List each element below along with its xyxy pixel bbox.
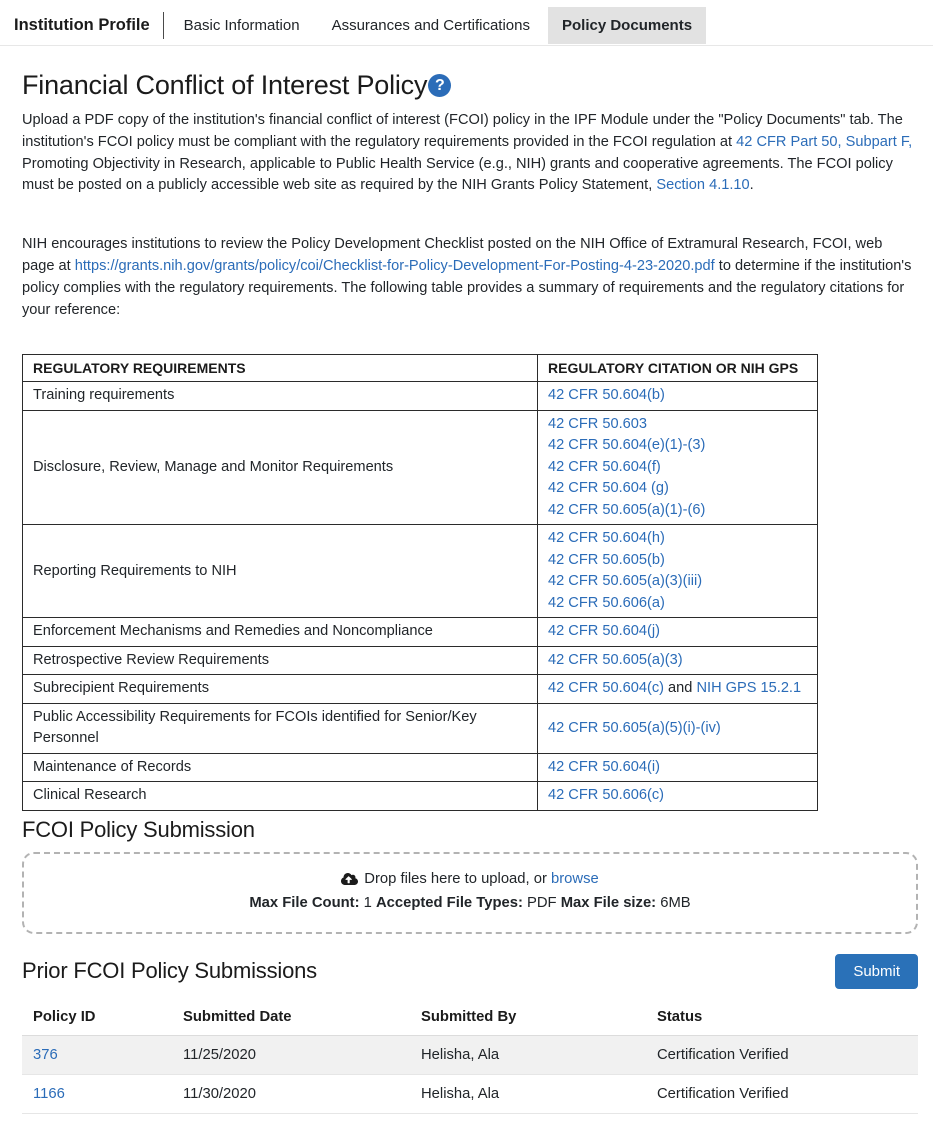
citation-link[interactable]: 42 CFR 50.606(a): [548, 594, 665, 611]
citation-link[interactable]: 42 CFR 50.604(e)(1)-(3): [548, 437, 706, 454]
requirement-cell: Subrecipient Requirements: [23, 675, 538, 704]
page-title: [22, 70, 918, 101]
text-segment: to determine if the institution's policy complies with the regulatory requirements. The following table provides a summary of requirements and the regulatory citations for your reference:: [22, 257, 912, 318]
prior-submissions-heading: Prior FCOI Policy Submissions: [22, 958, 317, 984]
tab-bar: [170, 17, 710, 34]
citation-line: [548, 621, 807, 643]
fcoi-policy-submission-heading: FCOI Policy Submission: [22, 816, 255, 842]
regulatory-row: [23, 410, 818, 525]
submitted-date-cell: 11/30/2020: [172, 1074, 410, 1113]
citation-cell: [538, 675, 818, 704]
citation-link[interactable]: 42 CFR 50.605(a)(5)(i)-(iv): [548, 719, 721, 736]
status-cell: Certification Verified: [646, 1035, 918, 1074]
citation-link[interactable]: 42 CFR 50.605(a)(3)(iii): [548, 573, 703, 590]
bold-label: Max File size:: [560, 894, 657, 911]
text-segment: Drop files here to upload, or: [364, 870, 551, 887]
nav-divider: [163, 12, 164, 39]
text-segment: NIH encourages institutions to review the Policy Development Checklist posted on the NIH Office of Extramural Research, FCOI, web page at: [22, 236, 883, 274]
text-segment: and: [664, 680, 697, 697]
requirement-cell: Disclosure, Review, Manage and Monitor Requirements: [23, 410, 538, 525]
text-segment: 1: [359, 894, 376, 911]
prior-table-header-row: [22, 999, 918, 1036]
citation-link[interactable]: 42 CFR 50.604(h): [548, 530, 665, 547]
citation-line: [548, 678, 807, 700]
citation-link[interactable]: 42 CFR 50.605(a)(1)-(6): [548, 501, 706, 518]
cloud-upload-icon: [341, 872, 358, 886]
citation-line: [548, 414, 807, 436]
citation-link[interactable]: 42 CFR 50.604(c): [548, 680, 664, 697]
text-segment: .: [749, 177, 754, 194]
prior-submissions-header: [22, 954, 918, 989]
policy-id-cell: [22, 1074, 172, 1113]
citation-line: [548, 650, 807, 672]
citation-cell: [538, 703, 818, 753]
bold-label: Accepted File Types:: [375, 894, 523, 911]
requirement-cell: Training requirements: [23, 382, 538, 411]
citation-link[interactable]: 42 CFR 50.605(b): [548, 551, 665, 568]
citation-line: [548, 457, 807, 479]
citation-line: [548, 435, 807, 457]
citation-cell: [538, 618, 818, 647]
requirement-cell: Reporting Requirements to NIH: [23, 525, 538, 618]
inline-link[interactable]: https://grants.nih.gov/grants/policy/coi/Checklist-for-Policy-Development-For-Posting-4-23-2020.pdf: [74, 257, 715, 274]
citation-link[interactable]: 42 CFR 50.604(f): [548, 458, 661, 475]
prior-submission-row: [22, 1035, 918, 1074]
intro-paragraph-2: [22, 234, 918, 321]
submitted-by-cell: Helisha, Ala: [410, 1035, 646, 1074]
citation-line: [548, 571, 807, 593]
column-header-status: Status: [646, 999, 918, 1036]
requirement-cell: Retrospective Review Requirements: [23, 646, 538, 675]
regulatory-row: [23, 703, 818, 753]
text-segment: PDF: [522, 894, 561, 911]
regulatory-row: [23, 382, 818, 411]
citation-line: [548, 718, 807, 740]
regulatory-requirements-table: [22, 354, 818, 811]
regulatory-row: [23, 782, 818, 811]
submitted-by-cell: Helisha, Ala: [410, 1074, 646, 1113]
policy-id-cell: [22, 1035, 172, 1074]
bold-label: Max File Count:: [249, 894, 360, 911]
regulatory-row: [23, 618, 818, 647]
citation-cell: [538, 410, 818, 525]
citation-line: [548, 593, 807, 615]
policy-id-link[interactable]: 376: [33, 1046, 58, 1063]
citation-line: [548, 478, 807, 500]
citation-line: [548, 528, 807, 550]
policy-id-link[interactable]: 1166: [33, 1085, 65, 1102]
citation-link[interactable]: 42 CFR 50.605(a)(3): [548, 651, 683, 668]
citation-link[interactable]: 42 CFR 50.604(i): [548, 758, 660, 775]
regulatory-row: [23, 753, 818, 782]
regulatory-table-header-row: [23, 355, 818, 382]
citation-link[interactable]: 42 CFR 50.604(j): [548, 623, 660, 640]
citation-cell: [538, 382, 818, 411]
page-title-text: Financial Conflict of Interest Policy: [22, 70, 428, 100]
prior-submission-row: [22, 1074, 918, 1113]
citation-line: [548, 785, 807, 807]
tab-assurances-and-certifications[interactable]: Assurances and Certifications: [331, 16, 530, 34]
regulatory-row: [23, 675, 818, 704]
status-cell: Certification Verified: [646, 1074, 918, 1113]
requirement-cell: Enforcement Mechanisms and Remedies and Noncompliance: [23, 618, 538, 647]
citation-link[interactable]: 42 CFR 50.604 (g): [548, 480, 669, 497]
tab-policy-documents[interactable]: Policy Documents: [548, 7, 706, 44]
file-dropzone[interactable]: [22, 852, 918, 934]
prior-submissions-table: [22, 999, 918, 1114]
column-header-submitted-date: Submitted Date: [172, 999, 410, 1036]
regulatory-row: [23, 525, 818, 618]
citation-line: [548, 385, 807, 407]
column-header-policy-id: Policy ID: [22, 999, 172, 1036]
top-navigation: [0, 0, 933, 46]
submit-button[interactable]: Submit: [835, 954, 918, 989]
citation-cell: [538, 646, 818, 675]
citation-cell: [538, 782, 818, 811]
requirement-cell: Clinical Research: [23, 782, 538, 811]
column-header-regulatory-requirements: REGULATORY REQUIREMENTS: [23, 355, 538, 382]
column-header-regulatory-citation: REGULATORY CITATION OR NIH GPS: [538, 355, 818, 382]
tab-basic-information[interactable]: Basic Information: [183, 16, 300, 34]
help-icon[interactable]: ?: [428, 74, 451, 97]
column-header-submitted-by: Submitted By: [410, 999, 646, 1036]
main-content: [0, 70, 933, 1134]
citation-link[interactable]: 42 CFR 50.606(c): [548, 787, 664, 804]
app-title: Institution Profile: [14, 15, 150, 34]
citation-cell: [538, 753, 818, 782]
requirement-cell: Maintenance of Records: [23, 753, 538, 782]
citation-link[interactable]: 42 CFR 50.604(b): [548, 387, 665, 404]
citation-cell: [538, 525, 818, 618]
regulatory-row: [23, 646, 818, 675]
citation-link[interactable]: 42 CFR 50.603: [548, 415, 647, 432]
dropzone-instruction: [34, 871, 906, 887]
inline-link[interactable]: Section 4.1.10: [656, 177, 750, 194]
intro-paragraph-1: [22, 110, 918, 197]
text-segment: Promoting Objectivity in Research, applicable to Public Health Service (e.g., NIH) grants and cooperative agreements. The FCOI policy must be posted on a publicly accessible web site as required by the NIH Grants Policy Statement,: [22, 155, 893, 194]
citation-link[interactable]: NIH GPS 15.2.1: [696, 680, 802, 697]
inline-link[interactable]: 42 CFR Part 50, Subpart F,: [736, 133, 913, 150]
citation-line: [548, 757, 807, 779]
dropzone-file-rules: [34, 895, 906, 911]
text-segment: Upload a PDF copy of the institution's financial conflict of interest (FCOI) policy in the IPF Module under the "Policy Documents" tab. The institution's FCOI policy must be compliant with the regulatory requirements provided in the FCOI regulation at: [22, 112, 903, 150]
dropzone-text: [364, 871, 598, 887]
citation-line: [548, 550, 807, 572]
text-segment: 6MB: [656, 894, 691, 911]
submitted-date-cell: 11/25/2020: [172, 1035, 410, 1074]
requirement-cell: Public Accessibility Requirements for FCOIs identified for Senior/Key Personnel: [23, 703, 538, 753]
inline-link[interactable]: browse: [551, 870, 599, 887]
citation-line: [548, 500, 807, 522]
